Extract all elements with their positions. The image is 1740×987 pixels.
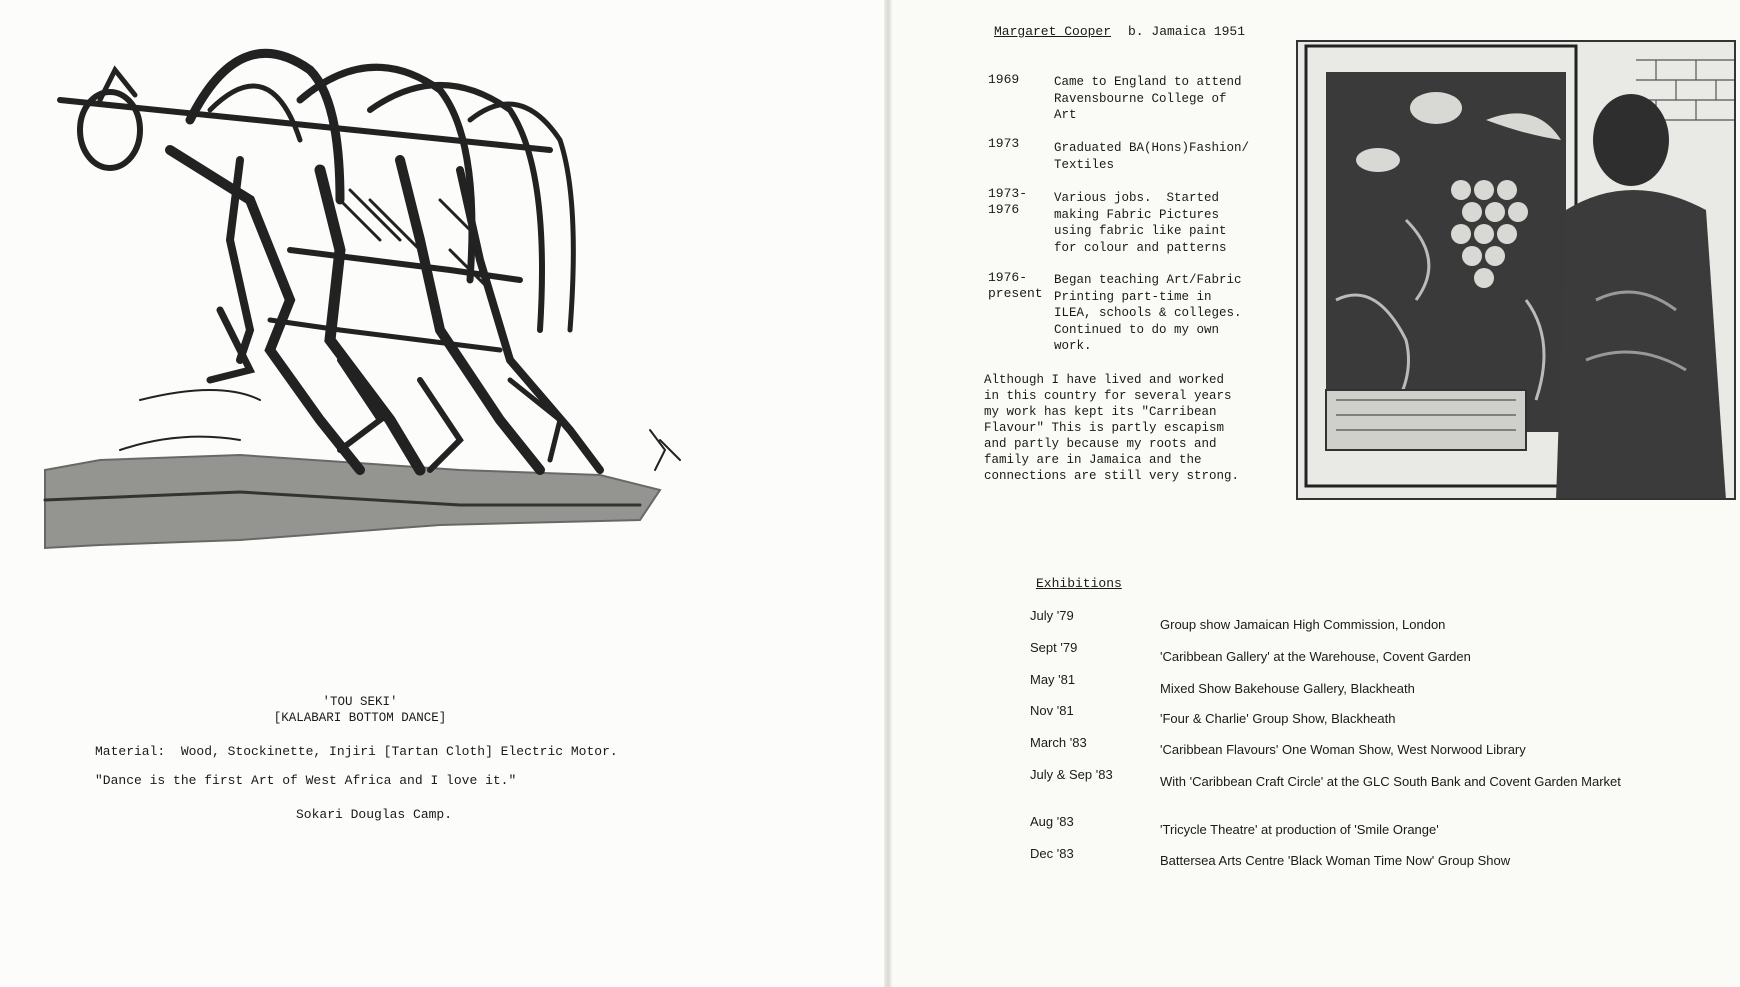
caption-title-block <box>0 694 720 726</box>
bio-name: Margaret Cooper <box>994 24 1112 39</box>
bio-paragraph: Although I have lived and worked in this country for several years my work has kept its "Carribean Flavour" This is partly escapism and partly because my roots and family are in Jamaica and the connections are still very strong. <box>984 373 1240 483</box>
exhibitions-heading: Exhibitions <box>1036 576 1122 591</box>
timeline-year: 1976- present <box>988 270 1043 301</box>
exhibition-desc: With 'Caribbean Craft Circle' at the GLC South Bank and Covent Garden Market <box>1160 774 1621 789</box>
artwork-title: 'TOU SEKI' <box>322 695 398 709</box>
artist-photograph <box>1296 40 1736 500</box>
book-gutter <box>884 0 892 987</box>
exhibition-desc: Mixed Show Bakehouse Gallery, Blackheath <box>1160 681 1415 696</box>
timeline-year: 1973 <box>988 136 1020 151</box>
exhibition-desc: Group show Jamaican High Commission, London <box>1160 617 1446 632</box>
exhibition-desc: 'Tricycle Theatre' at production of 'Smile Orange' <box>1160 822 1439 837</box>
timeline-text: Various jobs. Started making Fabric Pictures using fabric like paint for colour and patterns <box>1054 191 1227 255</box>
timeline-text: Began teaching Art/Fabric Printing part-time in ILEA, schools & colleges. Continued to do my own work. <box>1054 273 1242 353</box>
sculpture-illustration <box>40 0 740 590</box>
timeline-year: 1973- 1976 <box>988 186 1028 217</box>
artist-quote: "Dance is the first Art of West Africa and I love it." <box>95 773 517 788</box>
exhibition-date: Nov '81 <box>1030 703 1074 718</box>
exhibition-desc: 'Four & Charlie' Group Show, Blackheath <box>1160 711 1396 726</box>
artist-name: Sokari Douglas Camp. <box>296 807 453 822</box>
exhibition-date: Sept '79 <box>1030 640 1078 655</box>
exhibition-date: May '81 <box>1030 672 1076 687</box>
timeline-text: Came to England to attend Ravensbourne College of Art <box>1054 75 1242 122</box>
exhibition-date: Dec '83 <box>1030 846 1074 861</box>
artwork-material: Material: Wood, Stockinette, Injiri [Tartan Cloth] Electric Motor. <box>95 744 618 759</box>
artwork-subtitle: [KALABARI BOTTOM DANCE] <box>273 711 447 725</box>
exhibition-date: Aug '83 <box>1030 814 1074 829</box>
exhibition-desc: 'Caribbean Flavours' One Woman Show, West Norwood Library <box>1160 742 1526 757</box>
timeline-text: Graduated BA(Hons)Fashion/ Textiles <box>1054 141 1250 172</box>
exhibition-date: July '79 <box>1030 608 1074 623</box>
exhibition-date: July & Sep '83 <box>1030 767 1113 782</box>
exhibition-desc: Battersea Arts Centre 'Black Woman Time Now' Group Show <box>1160 853 1511 868</box>
timeline-year: 1969 <box>988 72 1020 87</box>
exhibition-date: March '83 <box>1030 735 1087 750</box>
exhibition-desc: 'Caribbean Gallery' at the Warehouse, Covent Garden <box>1160 649 1471 664</box>
bio-born: b. Jamaica 1951 <box>1128 24 1246 39</box>
